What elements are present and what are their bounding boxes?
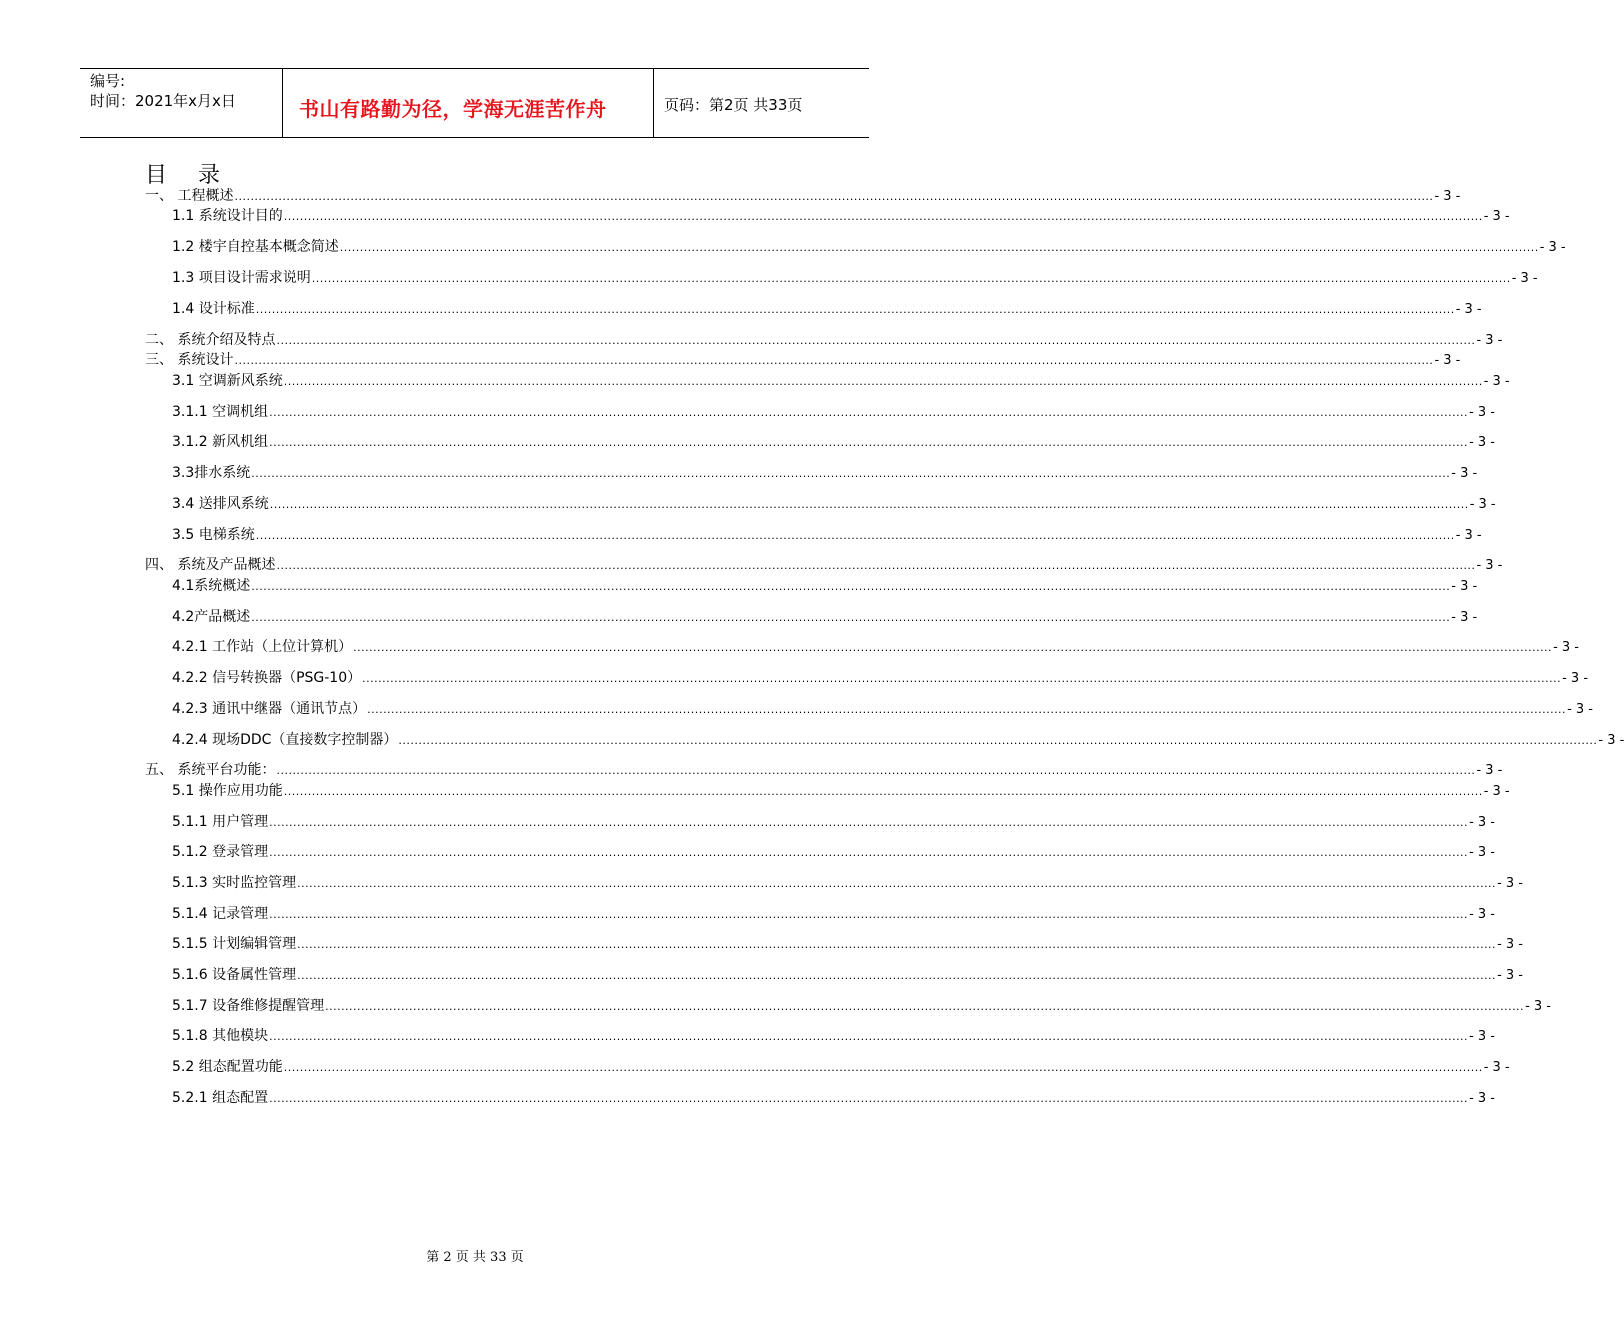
toc-dot-leader: ............................................................................................................................................................................................................................................................................................................ bbox=[234, 190, 1434, 203]
toc-entry-page: - 3 - bbox=[1483, 1060, 1510, 1075]
serial-label: 编号: bbox=[90, 72, 126, 90]
toc-entry[interactable] bbox=[172, 636, 1579, 656]
toc-dot-leader: ............................................................................................................................................................................................................................................................................................................ bbox=[251, 580, 1451, 593]
toc-entry-text: 3.1.1 空调机组 bbox=[172, 404, 269, 420]
toc-entry[interactable] bbox=[172, 1025, 1495, 1045]
toc-dot-leader: ............................................................................................................................................................................................................................................................................................................ bbox=[311, 272, 1511, 285]
toc-dot-leader: ............................................................................................................................................................................................................................................................................................................ bbox=[362, 672, 1562, 685]
toc-entry[interactable] bbox=[172, 267, 1538, 287]
toc-entry-page: - 3 - bbox=[1497, 937, 1523, 952]
toc-entry-page: - 3 - bbox=[1511, 271, 1538, 286]
page-header bbox=[80, 68, 869, 138]
toc-entry-text: 五、 系统平台功能： bbox=[145, 762, 276, 778]
toc-entry-text: 1.4 设计标准 bbox=[172, 301, 255, 317]
toc-entry[interactable] bbox=[172, 575, 1478, 595]
toc-entry[interactable] bbox=[172, 1056, 1510, 1076]
toc-dot-leader: ............................................................................................................................................................................................................................................................................................................ bbox=[339, 241, 1539, 254]
toc-entry-page: - 3 - bbox=[1469, 815, 1495, 830]
toc-entry-page: - 3 - bbox=[1525, 999, 1551, 1014]
toc-dot-leader: ............................................................................................................................................................................................................................................................................................................ bbox=[234, 354, 1434, 367]
toc-entry-text: 三、 系统设计 bbox=[145, 352, 234, 368]
toc-entry[interactable] bbox=[172, 1087, 1495, 1107]
toc-entry[interactable] bbox=[172, 431, 1495, 451]
toc-entry-page: - 3 - bbox=[1455, 302, 1482, 317]
header-page-info: 页码：第2页 共33页 bbox=[664, 96, 803, 114]
toc-dot-leader: ............................................................................................................................................................................................................................................................................................................ bbox=[269, 436, 1469, 449]
motto: 书山有路勤为径，学海无涯苦作舟 bbox=[299, 97, 607, 121]
toc-entry-text: 四、 系统及产品概述 bbox=[145, 557, 276, 573]
toc-entry-text: 1.3 项目设计需求说明 bbox=[172, 270, 311, 286]
toc-entry-page: - 3 - bbox=[1598, 733, 1624, 748]
toc-dot-leader: ............................................................................................................................................................................................................................................................................................................ bbox=[353, 641, 1553, 654]
toc-entry[interactable] bbox=[172, 698, 1593, 718]
toc-entry-text: 5.1.2 登录管理 bbox=[172, 844, 269, 860]
toc-entry-text: 5.1.1 用户管理 bbox=[172, 814, 269, 830]
toc-entry[interactable] bbox=[145, 554, 1503, 574]
toc-entry[interactable] bbox=[172, 903, 1495, 923]
toc-entry[interactable] bbox=[172, 964, 1523, 984]
toc-entry-page: - 3 - bbox=[1469, 405, 1495, 420]
toc-dot-leader: ............................................................................................................................................................................................................................................................................................................ bbox=[283, 785, 1483, 798]
page-footer: 第 2 页 共 33 页 bbox=[426, 1250, 524, 1265]
toc-entry-page: - 3 - bbox=[1451, 579, 1478, 594]
toc-entry[interactable] bbox=[172, 872, 1523, 892]
toc-entry-page: - 3 - bbox=[1553, 640, 1579, 655]
toc-dot-leader: ............................................................................................................................................................................................................................................................................................................ bbox=[283, 1061, 1483, 1074]
toc-entry-page: - 3 - bbox=[1562, 671, 1589, 686]
toc-entry-text: 5.1 操作应用功能 bbox=[172, 783, 283, 799]
toc-dot-leader: ............................................................................................................................................................................................................................................................................................................ bbox=[269, 846, 1469, 859]
toc-entry-page: - 3 - bbox=[1469, 1029, 1495, 1044]
toc-dot-leader: ............................................................................................................................................................................................................................................................................................................ bbox=[269, 908, 1469, 921]
toc-entry-text: 5.2 组态配置功能 bbox=[172, 1059, 283, 1075]
toc-entry[interactable] bbox=[172, 370, 1510, 390]
toc-entry-page: - 3 - bbox=[1483, 209, 1510, 224]
toc-entry[interactable] bbox=[145, 185, 1461, 205]
toc-dot-leader: ............................................................................................................................................................................................................................................................................................................ bbox=[276, 334, 1476, 347]
toc-entry[interactable] bbox=[172, 524, 1482, 544]
toc-entry[interactable] bbox=[145, 349, 1461, 369]
toc-entry-page: - 3 - bbox=[1476, 333, 1503, 348]
toc-entry[interactable] bbox=[172, 298, 1482, 318]
toc-entry-page: - 3 - bbox=[1469, 435, 1495, 450]
toc-entry-text: 3.5 电梯系统 bbox=[172, 527, 255, 543]
toc-dot-leader: ............................................................................................................................................................................................................................................................................................................ bbox=[269, 406, 1469, 419]
toc-entry[interactable] bbox=[172, 729, 1624, 749]
toc-entry[interactable] bbox=[145, 329, 1503, 349]
toc-entry-text: 5.1.6 设备属性管理 bbox=[172, 967, 297, 983]
toc-dot-leader: ............................................................................................................................................................................................................................................................................................................ bbox=[398, 734, 1598, 747]
toc-title: 目 录 bbox=[145, 163, 232, 188]
toc-entry-text: 1.1 系统设计目的 bbox=[172, 208, 283, 224]
toc-entry-page: - 3 - bbox=[1483, 784, 1510, 799]
toc-entry-page: - 3 - bbox=[1476, 763, 1503, 778]
toc-entry[interactable] bbox=[172, 401, 1495, 421]
toc-entry-text: 3.3排水系统 bbox=[172, 465, 251, 481]
toc-dot-leader: ............................................................................................................................................................................................................................................................................................................ bbox=[276, 764, 1476, 777]
toc-entry-text: 5.1.5 计划编辑管理 bbox=[172, 936, 297, 952]
toc-entry-text: 5.2.1 组态配置 bbox=[172, 1090, 269, 1106]
toc-entry-text: 3.1 空调新风系统 bbox=[172, 373, 283, 389]
toc-entry-text: 4.2产品概述 bbox=[172, 609, 251, 625]
toc-entry-text: 4.2.3 通讯中继器（通讯节点） bbox=[172, 701, 367, 717]
toc-entry-page: - 3 - bbox=[1567, 702, 1593, 717]
toc-entry-text: 4.2.4 现场DDC（直接数字控制器） bbox=[172, 732, 398, 748]
toc-entry[interactable] bbox=[172, 811, 1495, 831]
toc-dot-leader: ............................................................................................................................................................................................................................................................................................................ bbox=[297, 877, 1497, 890]
toc-entry-text: 4.2.2 信号转换器（PSG-10） bbox=[172, 670, 362, 686]
toc-dot-leader: ............................................................................................................................................................................................................................................................................................................ bbox=[269, 816, 1469, 829]
toc-dot-leader: ............................................................................................................................................................................................................................................................................................................ bbox=[255, 303, 1455, 316]
toc-entry-text: 3.4 送排风系统 bbox=[172, 496, 269, 512]
toc-entry-page: - 3 - bbox=[1434, 353, 1461, 368]
toc-dot-leader: ............................................................................................................................................................................................................................................................................................................ bbox=[276, 559, 1476, 572]
toc-entry-text: 5.1.3 实时监控管理 bbox=[172, 875, 297, 891]
toc-entry-text: 一、 工程概述 bbox=[145, 188, 234, 204]
toc-entry[interactable] bbox=[172, 995, 1551, 1015]
toc-entry-text: 5.1.4 记录管理 bbox=[172, 906, 269, 922]
toc-entry[interactable] bbox=[172, 780, 1510, 800]
toc-dot-leader: ............................................................................................................................................................................................................................................................................................................ bbox=[283, 375, 1483, 388]
toc-entry-page: - 3 - bbox=[1476, 558, 1503, 573]
toc-entry-page: - 3 - bbox=[1434, 189, 1461, 204]
toc-entry-page: - 3 - bbox=[1451, 466, 1478, 481]
toc-entry[interactable] bbox=[172, 205, 1510, 225]
toc-dot-leader: ............................................................................................................................................................................................................................................................................................................ bbox=[269, 498, 1469, 511]
toc-dot-leader: ............................................................................................................................................................................................................................................................................................................ bbox=[283, 210, 1483, 223]
toc-dot-leader: ............................................................................................................................................................................................................................................................................................................ bbox=[251, 611, 1451, 624]
toc-entry[interactable] bbox=[172, 462, 1478, 482]
toc-dot-leader: ............................................................................................................................................................................................................................................................................................................ bbox=[269, 1092, 1469, 1105]
toc-entry[interactable] bbox=[172, 236, 1566, 256]
toc-entry[interactable] bbox=[172, 606, 1478, 626]
toc-dot-leader: ............................................................................................................................................................................................................................................................................................................ bbox=[367, 703, 1567, 716]
time-label: 时间：2021年x月x日 bbox=[90, 92, 236, 110]
toc-dot-leader: ............................................................................................................................................................................................................................................................................................................ bbox=[251, 467, 1451, 480]
toc-entry[interactable] bbox=[145, 759, 1503, 779]
toc-entry-page: - 3 - bbox=[1469, 497, 1496, 512]
header-motto-cell bbox=[283, 69, 654, 137]
toc-entry-page: - 3 - bbox=[1497, 876, 1523, 891]
toc-entry-text: 1.2 楼宇自控基本概念简述 bbox=[172, 239, 339, 255]
toc-entry-page: - 3 - bbox=[1455, 528, 1482, 543]
toc-entry-text: 5.1.7 设备维修提醒管理 bbox=[172, 998, 325, 1014]
toc-dot-leader: ............................................................................................................................................................................................................................................................................................................ bbox=[325, 1000, 1525, 1013]
toc-dot-leader: ............................................................................................................................................................................................................................................................................................................ bbox=[297, 969, 1497, 982]
toc-entry-text: 二、 系统介绍及特点 bbox=[145, 332, 276, 348]
header-meta bbox=[80, 69, 283, 137]
toc-entry-page: - 3 - bbox=[1469, 1091, 1495, 1106]
toc-entry[interactable] bbox=[172, 493, 1496, 513]
toc-dot-leader: ............................................................................................................................................................................................................................................................................................................ bbox=[255, 529, 1455, 542]
toc-entry-page: - 3 - bbox=[1483, 374, 1510, 389]
toc-entry[interactable] bbox=[172, 667, 1589, 687]
toc-entry[interactable] bbox=[172, 841, 1495, 861]
toc-entry-page: - 3 - bbox=[1469, 845, 1495, 860]
toc-entry-text: 5.1.8 其他模块 bbox=[172, 1028, 269, 1044]
toc-entry-text: 4.2.1 工作站（上位计算机） bbox=[172, 639, 353, 655]
toc-entry-page: - 3 - bbox=[1497, 968, 1523, 983]
toc-entry-page: - 3 - bbox=[1451, 610, 1478, 625]
toc-entry-page: - 3 - bbox=[1469, 907, 1495, 922]
toc-entry-text: 4.1系统概述 bbox=[172, 578, 251, 594]
toc-entry-text: 3.1.2 新风机组 bbox=[172, 434, 269, 450]
toc-dot-leader: ............................................................................................................................................................................................................................................................................................................ bbox=[297, 938, 1497, 951]
header-page-cell bbox=[654, 69, 869, 137]
toc-entry-page: - 3 - bbox=[1539, 240, 1566, 255]
toc-dot-leader: ............................................................................................................................................................................................................................................................................................................ bbox=[269, 1030, 1469, 1043]
toc-entry[interactable] bbox=[172, 933, 1523, 953]
